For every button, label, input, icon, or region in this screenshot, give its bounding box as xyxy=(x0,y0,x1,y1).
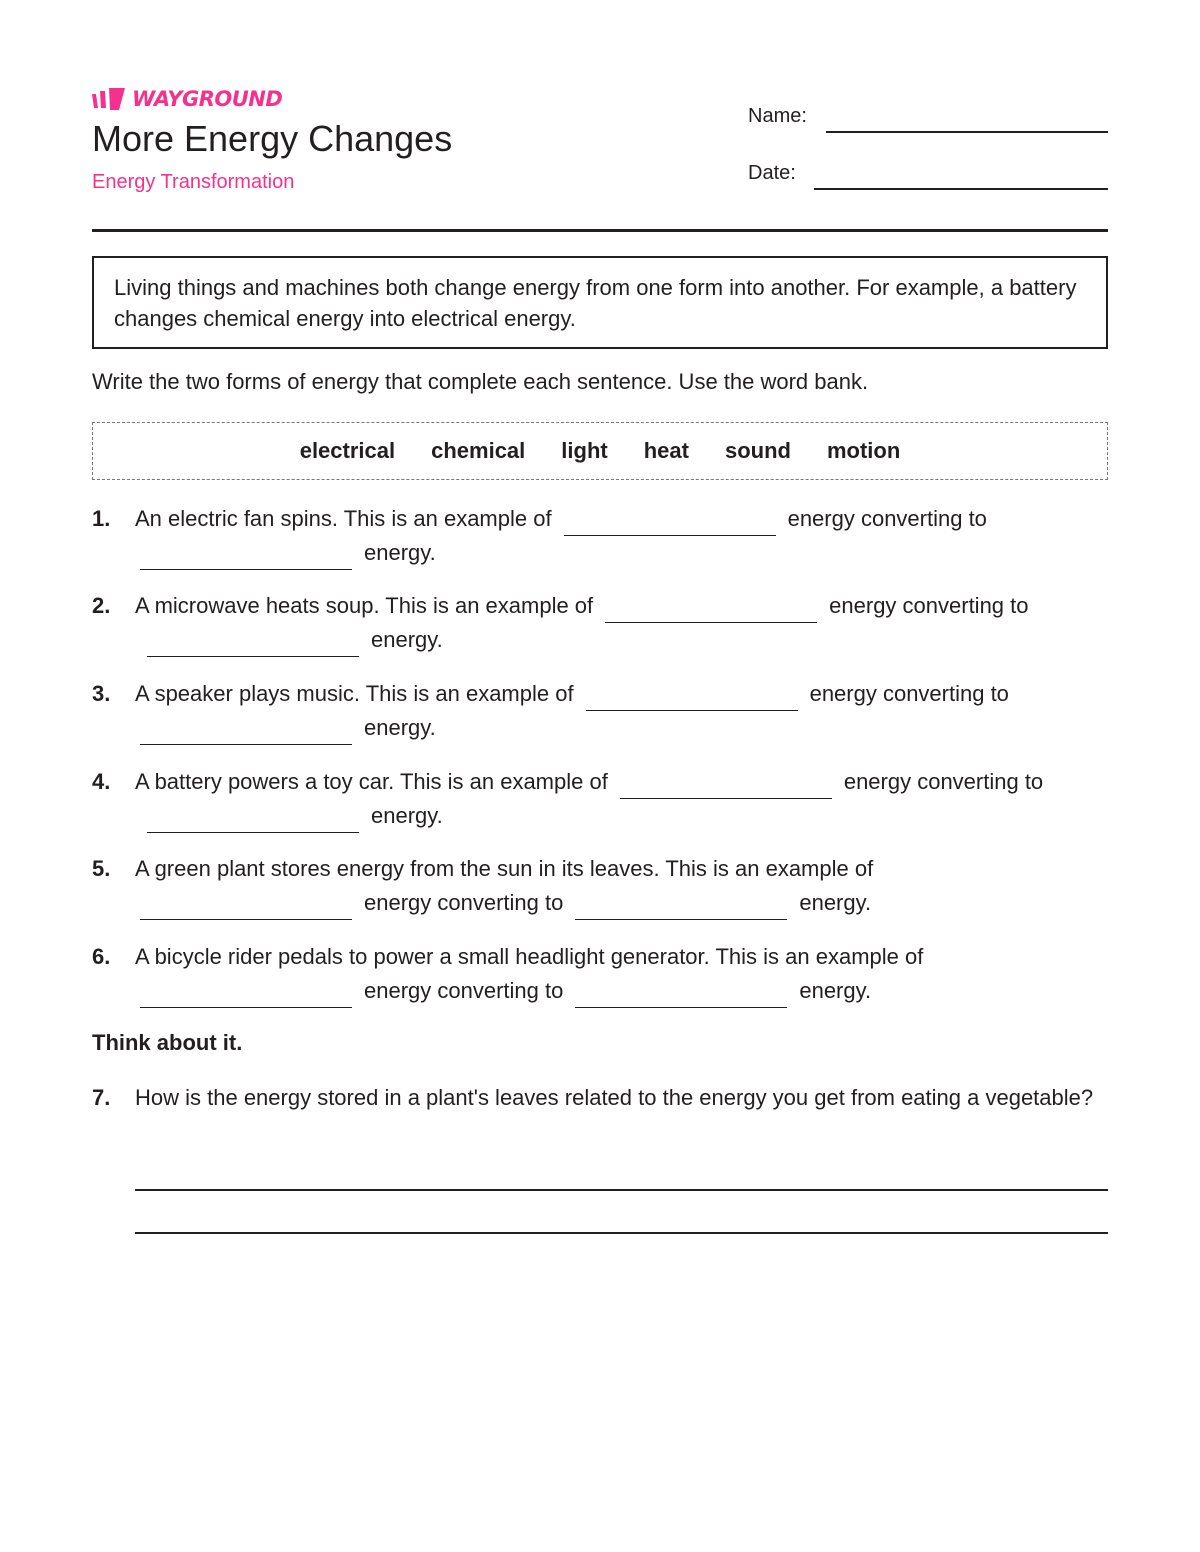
question-3 xyxy=(92,677,1112,745)
question-text: A green plant stores energy from the sun in its leaves. This is an example of energy converting to energy. xyxy=(135,852,1112,920)
answer-blank[interactable] xyxy=(620,768,832,799)
word-bank-item: heat xyxy=(643,438,689,463)
name-label: Name: xyxy=(748,105,807,127)
answer-blank[interactable] xyxy=(140,889,352,920)
answer-blank[interactable] xyxy=(147,802,359,833)
page-title: More Energy Changes xyxy=(92,118,453,159)
question-number: 1. xyxy=(92,506,111,531)
date-field[interactable] xyxy=(814,188,1108,190)
question-4 xyxy=(92,765,1112,833)
word-bank-item: electrical xyxy=(299,438,396,463)
question-5 xyxy=(92,852,1112,920)
word-bank-item: motion xyxy=(826,438,901,463)
think-heading: Think about it. xyxy=(92,1030,243,1055)
name-field[interactable] xyxy=(826,131,1108,133)
intro-text: Living things and machines both change energy from one form into another. For example, a battery changes chemical energy into electrical energy. xyxy=(114,275,1077,331)
question-2 xyxy=(92,589,1112,657)
answer-blank[interactable] xyxy=(605,592,817,623)
question-text: A bicycle rider pedals to power a small headlight generator. This is an example of energy converting to energy. xyxy=(135,940,1112,1008)
question-number: 7. xyxy=(92,1085,111,1110)
word-bank-item: sound xyxy=(724,438,791,463)
header-divider xyxy=(92,229,1108,232)
question-1 xyxy=(92,502,1112,570)
word-bank-item: light xyxy=(561,438,608,463)
answer-line[interactable] xyxy=(135,1232,1108,1234)
answer-blank[interactable] xyxy=(575,977,787,1008)
question-number: 4. xyxy=(92,769,111,794)
question-text: An electric fan spins. This is an example of energy converting to energy. xyxy=(135,502,1112,570)
question-text: A microwave heats soup. This is an example of energy converting toenergy. xyxy=(135,589,1112,657)
word-bank xyxy=(92,422,1108,480)
question-6 xyxy=(92,940,1112,1008)
question-number: 6. xyxy=(92,944,111,969)
answer-blank[interactable] xyxy=(140,714,352,745)
answer-blank[interactable] xyxy=(147,626,359,657)
answer-blank[interactable] xyxy=(140,539,352,570)
brand-logo xyxy=(92,88,282,110)
intro-box xyxy=(92,256,1108,349)
answer-blank[interactable] xyxy=(575,889,787,920)
word-bank-item: chemical xyxy=(431,438,526,463)
date-label: Date: xyxy=(748,162,796,184)
answer-blank[interactable] xyxy=(564,505,776,536)
answer-blank[interactable] xyxy=(140,977,352,1008)
brand-name: WAYGROUND xyxy=(132,87,283,111)
question-text: How is the energy stored in a plant's leaves related to the energy you get from eating a vegetable? xyxy=(135,1085,1094,1110)
directions: Write the two forms of energy that complete each sentence. Use the word bank. xyxy=(92,369,869,394)
answer-line[interactable] xyxy=(135,1189,1108,1191)
question-text: A speaker plays music. This is an example of energy converting to energy. xyxy=(135,677,1112,745)
question-text: A battery powers a toy car. This is an example of energy converting toenergy. xyxy=(135,765,1112,833)
wayground-logo-icon xyxy=(92,88,126,110)
answer-blank[interactable] xyxy=(586,680,798,711)
question-7 xyxy=(92,1081,1112,1115)
question-number: 2. xyxy=(92,593,111,618)
page-subtitle: Energy Transformation xyxy=(92,171,295,193)
question-number: 3. xyxy=(92,681,111,706)
question-number: 5. xyxy=(92,856,111,881)
